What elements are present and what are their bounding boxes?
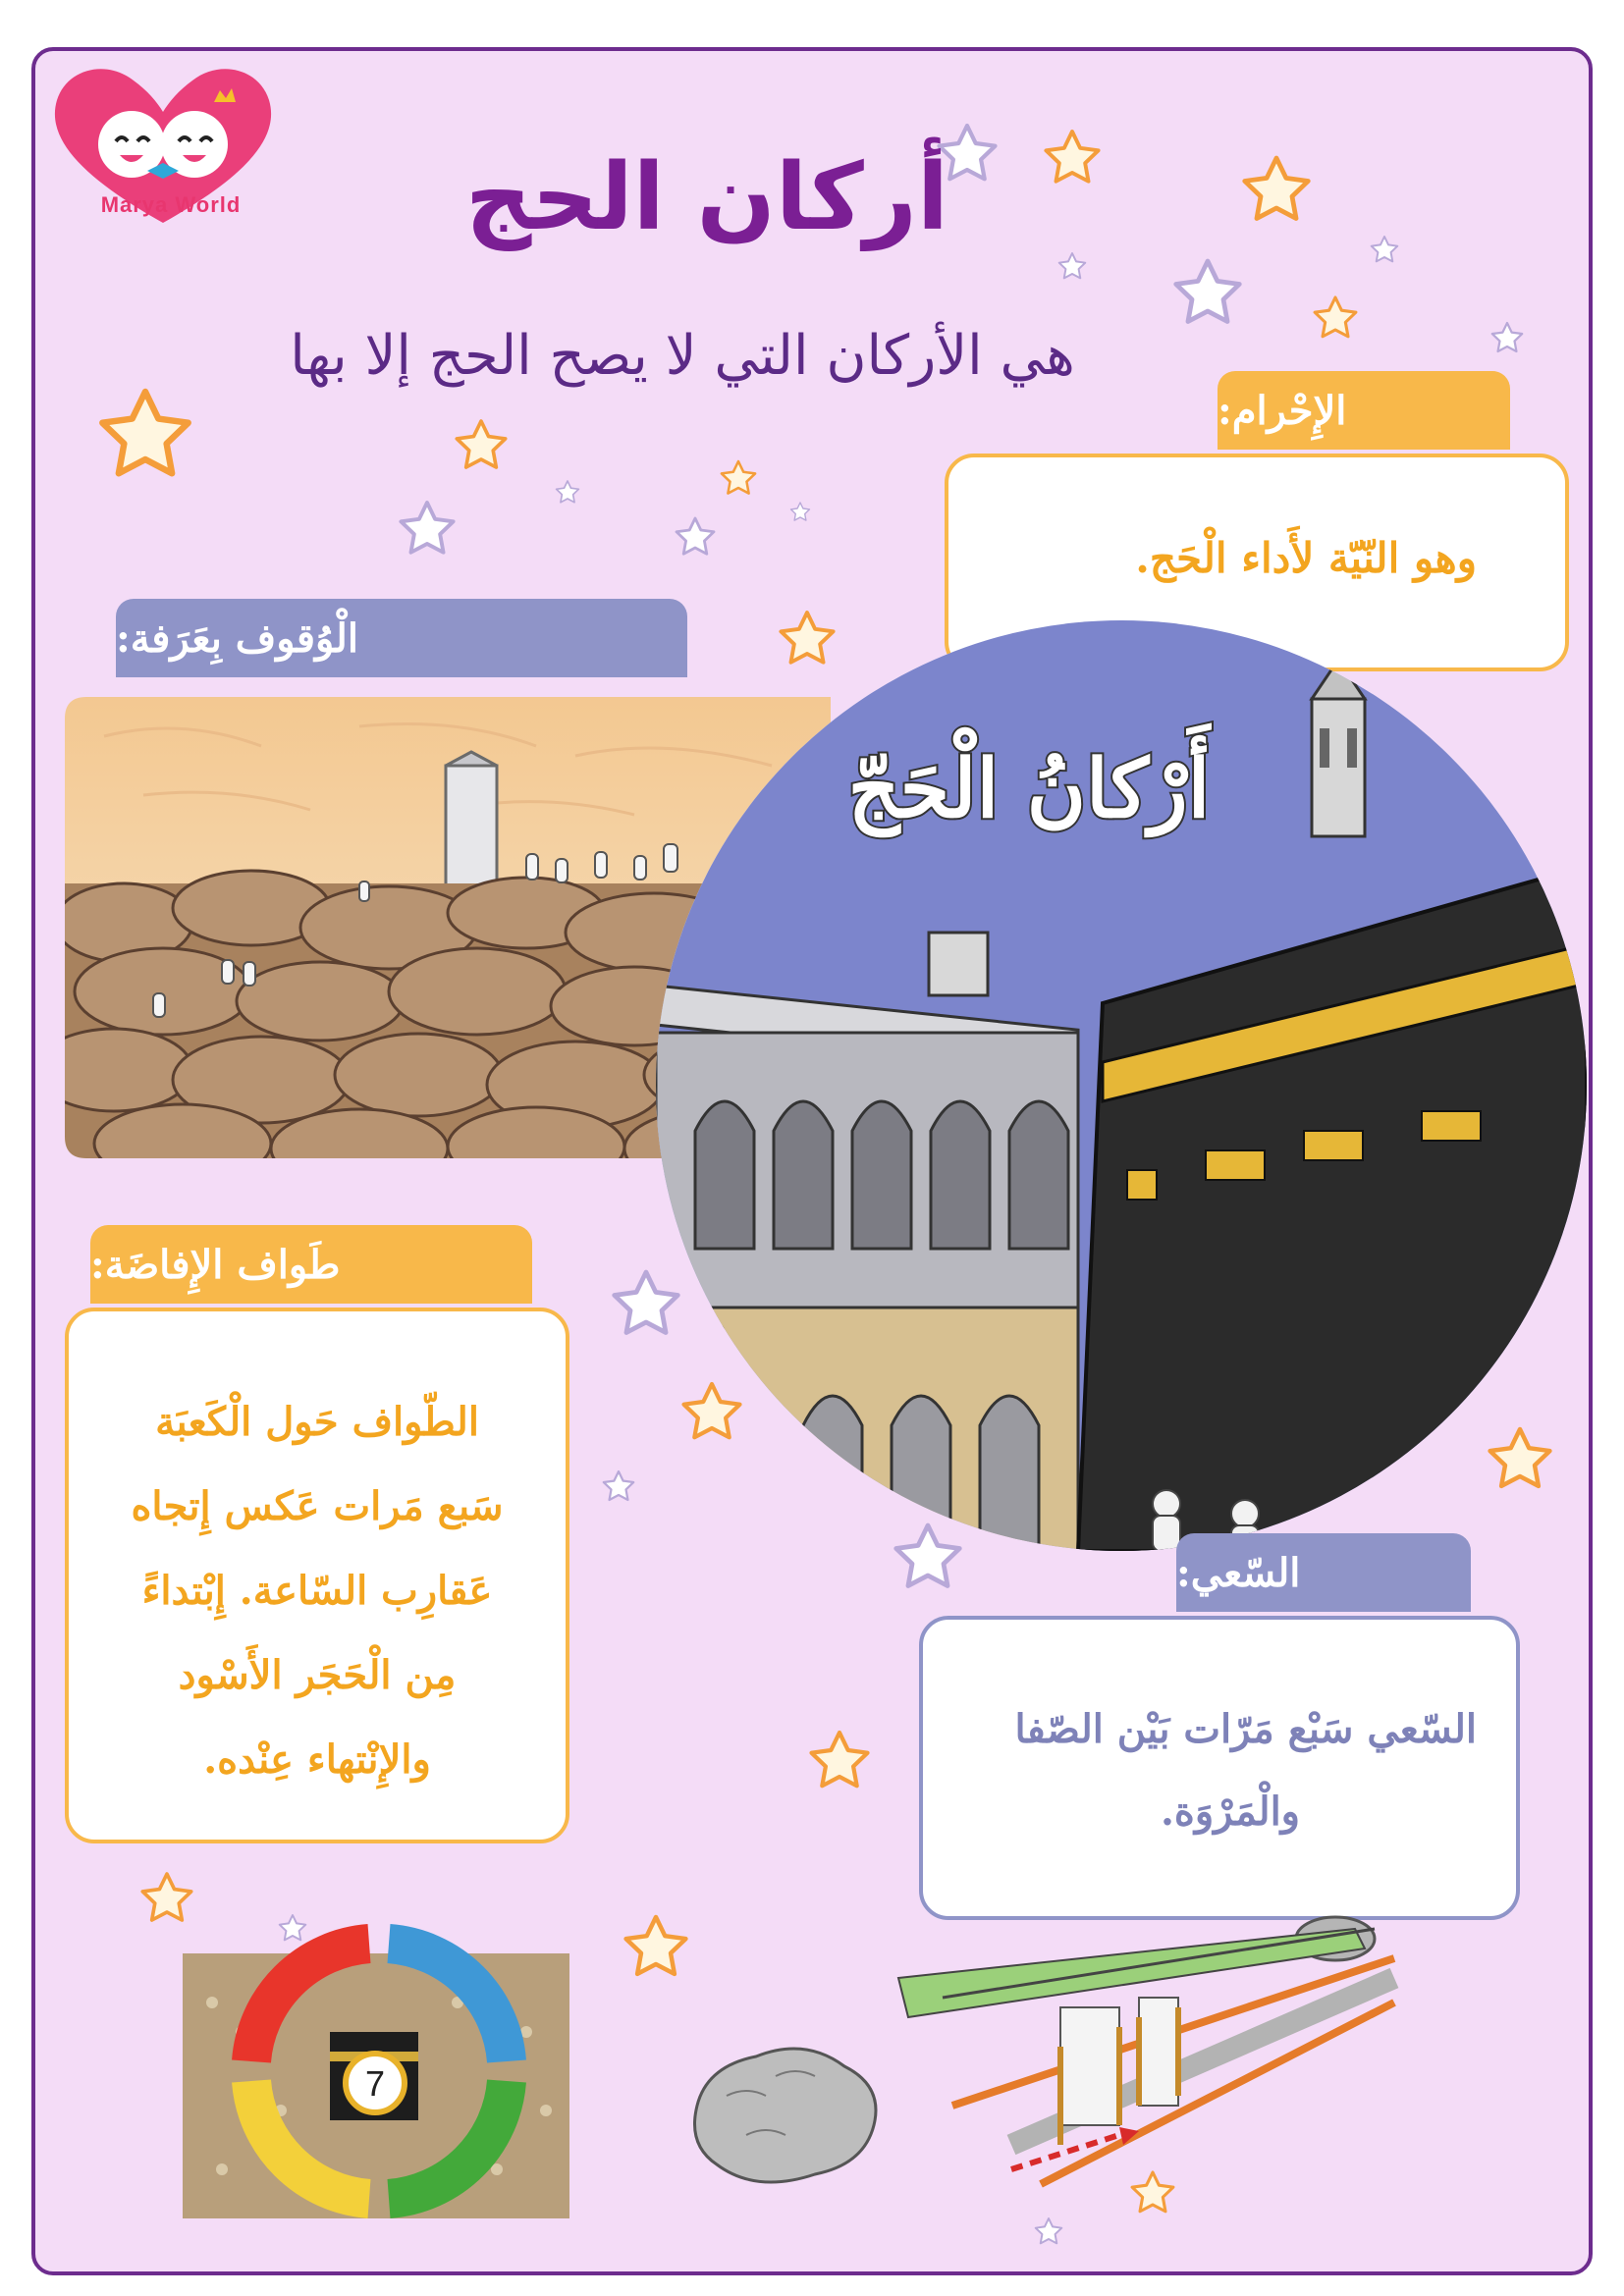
tawaf-label: طَواف الإِفاضَة: bbox=[90, 1241, 341, 1288]
page-title: أركان الحج bbox=[464, 144, 949, 251]
ihram-label: الإِحْرام: bbox=[1218, 387, 1347, 434]
kaaba-caption: أَرْكانُ الْحَجّ bbox=[847, 742, 1211, 836]
minaret-icon bbox=[1312, 660, 1365, 836]
safa-marwa-image bbox=[687, 1909, 1434, 2243]
tawaf-line: سَبع مَرات عَكس إِتجاه bbox=[131, 1483, 504, 1529]
kaaba-illustration bbox=[656, 620, 1587, 1551]
tawaf-text bbox=[98, 1380, 536, 1802]
tawaf-line: والإِنْتهاء عِنْده. bbox=[203, 1736, 431, 1783]
ihram-text: وهو النّيّة لأَداء الْحَج. bbox=[1135, 534, 1477, 582]
sai-line: السّعي سَبْع مَرّات بَيْن الصّفا bbox=[1014, 1706, 1477, 1752]
logo-wordmark: Marya World bbox=[100, 192, 242, 217]
sai-line: والْمَرْوَة. bbox=[1160, 1789, 1300, 1835]
page-subtitle: هي الأركان التي لا يصح الحج إلا بها bbox=[290, 324, 1075, 388]
tawaf-cycle-image bbox=[183, 1914, 569, 2248]
kaaba-scene bbox=[656, 620, 1587, 1551]
sai-box bbox=[919, 1616, 1520, 1920]
ihram-label-tab bbox=[1218, 371, 1510, 450]
sai-label: السّعي: bbox=[1176, 1549, 1301, 1596]
sai-label-tab bbox=[1176, 1533, 1471, 1612]
tawaf-line: عَقارِب السّاعة. إِبْتداءً bbox=[141, 1568, 493, 1614]
tawaf-box bbox=[65, 1308, 569, 1843]
tawaf-label-tab bbox=[90, 1225, 532, 1304]
tawaf-count: 7 bbox=[364, 2063, 386, 2104]
arafah-label: الْوُقوف بِعَرَفة: bbox=[116, 614, 358, 662]
tawaf-line: مِن الْحَجَر الأَسْود bbox=[178, 1652, 457, 1698]
sai-text bbox=[952, 1688, 1477, 1853]
arafah-label-tab bbox=[116, 599, 687, 677]
tawaf-line: الطّواف حَول الْكَعبَة bbox=[155, 1399, 479, 1445]
